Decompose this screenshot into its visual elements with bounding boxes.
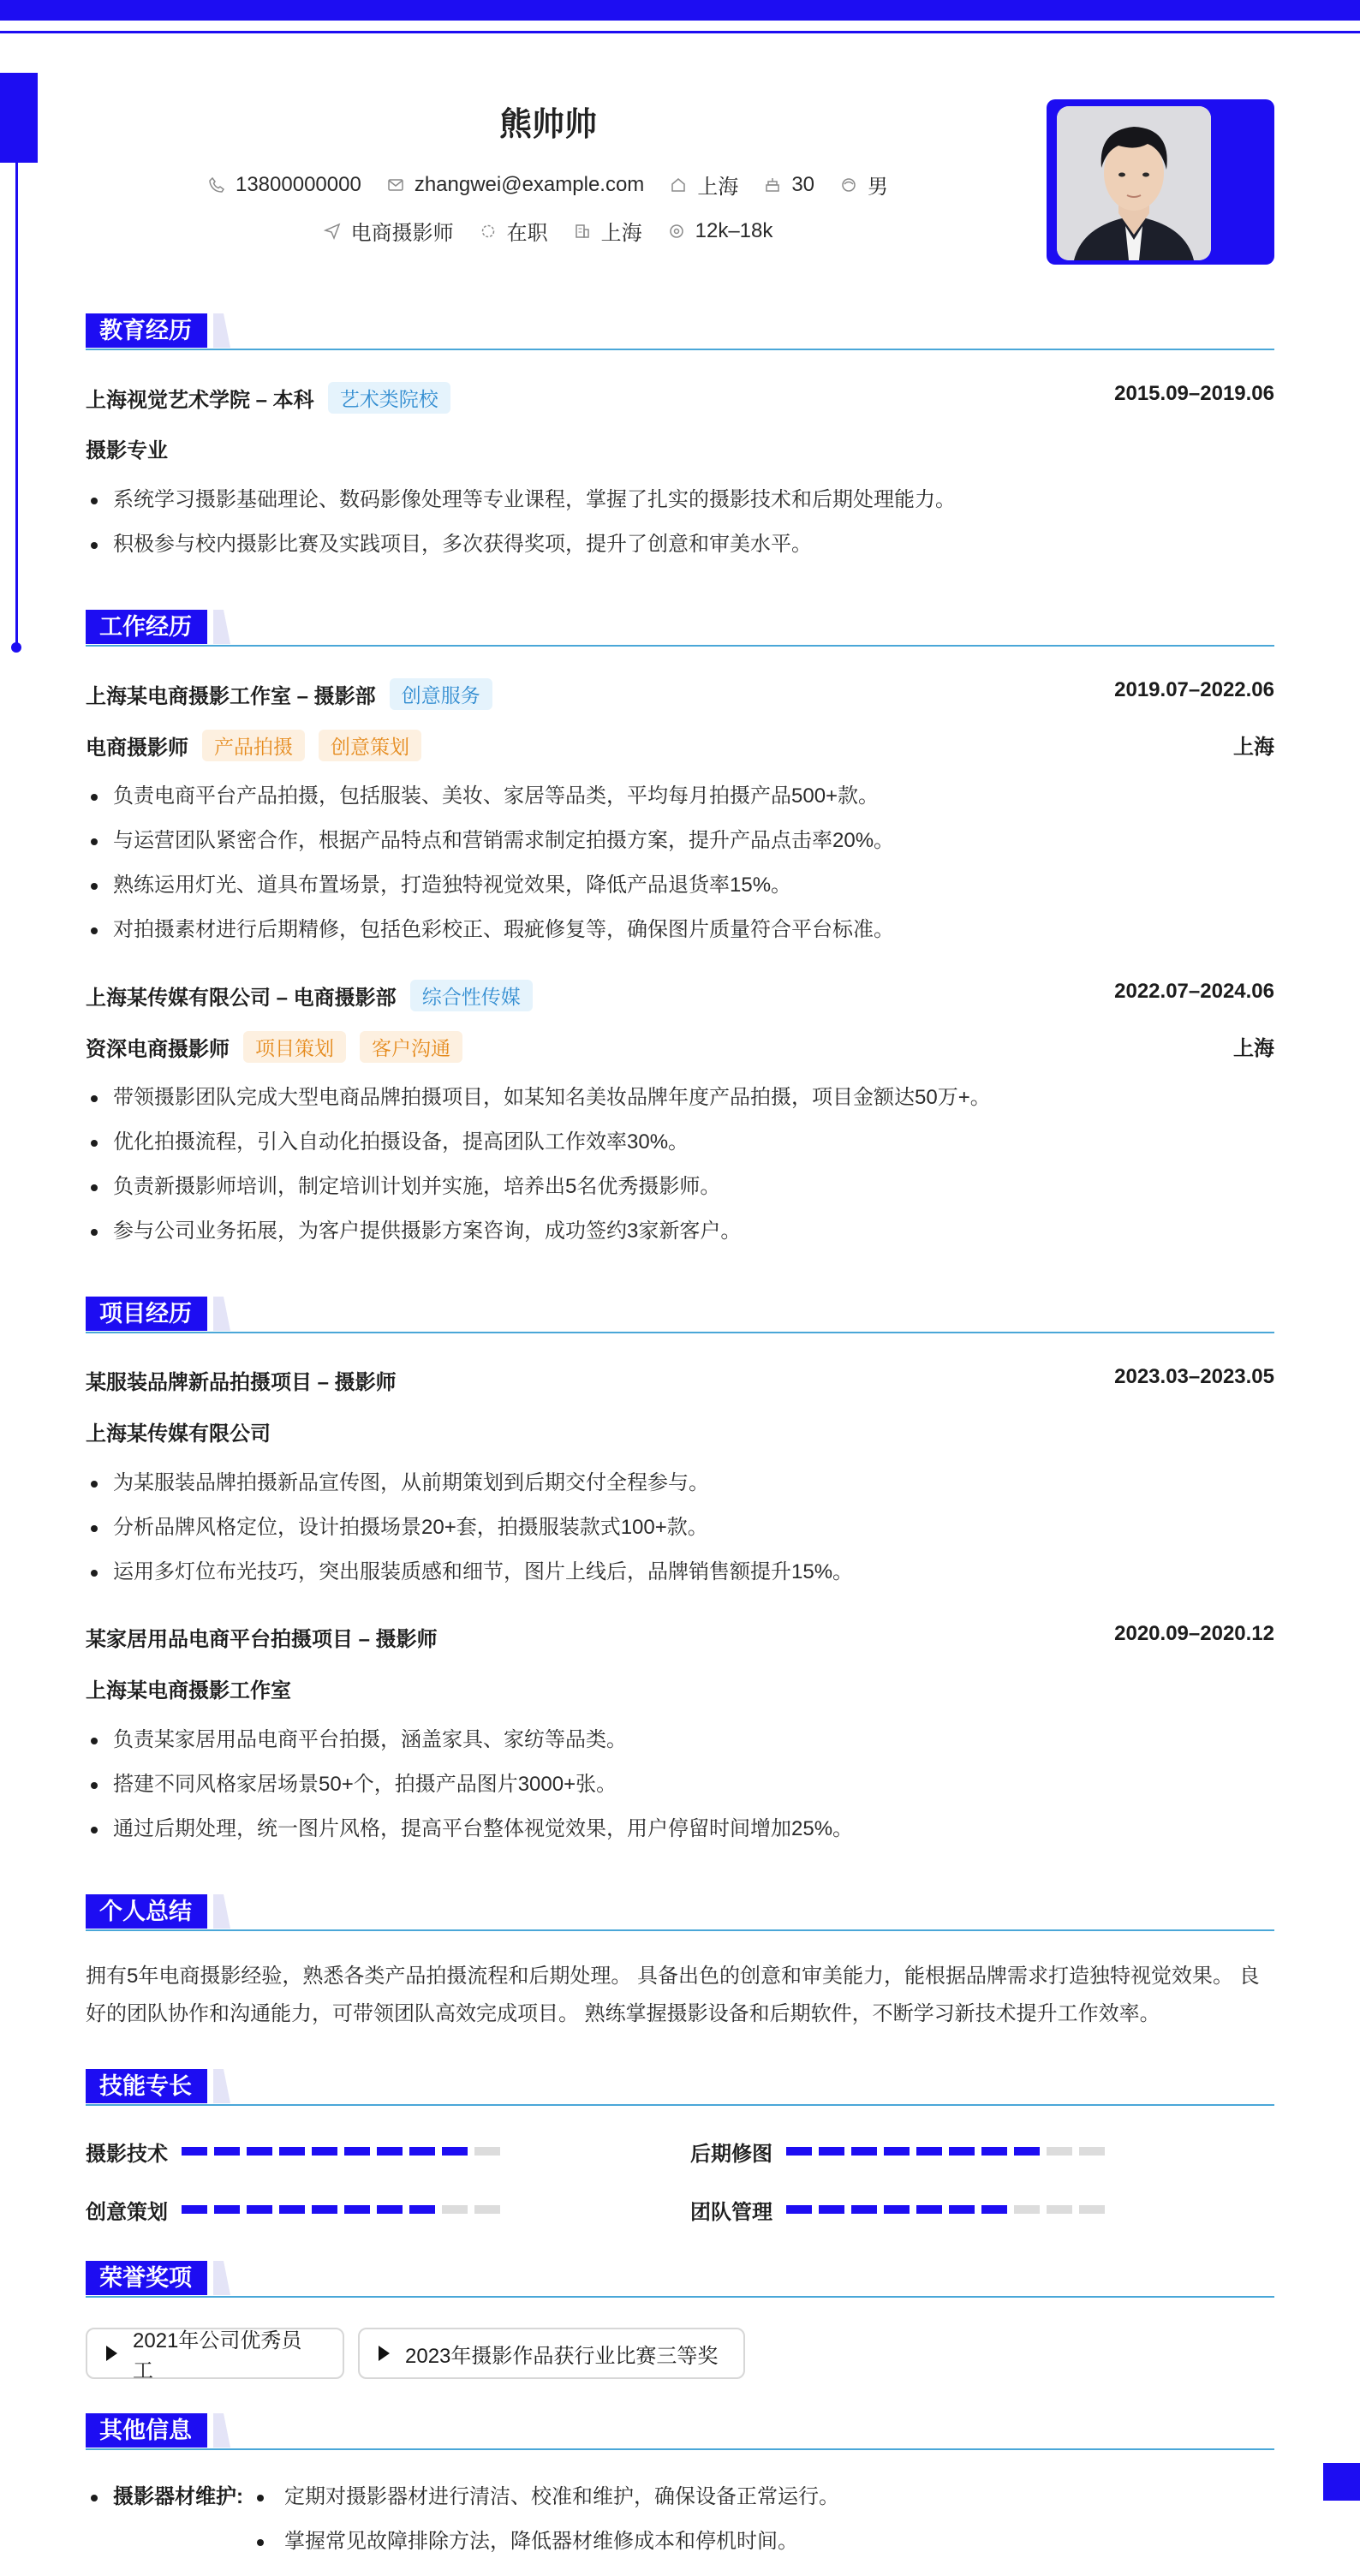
work-location: 上海	[1233, 736, 1274, 759]
skill-name: 团队管理	[690, 2200, 772, 2224]
list-item: 为某服装品牌拍摄新品宣传图，从前期策划到后期交付全程参与。	[86, 1468, 1274, 1512]
section-education	[86, 313, 1274, 351]
list-item: 参与公司业务拓展，为客户提供摄影方案咨询，成功签约3家新客户。	[86, 1216, 1274, 1261]
role-tag: 产品拍摄	[202, 730, 305, 761]
city-item	[670, 170, 738, 200]
project-name: 某服装品牌新品拍摄项目 – 摄影师	[86, 1371, 397, 1394]
skill-dash-filled	[949, 2205, 975, 2214]
list-item: 与运营团队紧密合作，根据产品特点和营销需求制定拍摄方案，提升产品点击率20%。	[86, 826, 1274, 870]
bullet-dot	[257, 2539, 264, 2546]
age-value: 30	[791, 172, 815, 196]
city-value: 上海	[697, 176, 739, 199]
project-1-header-row	[86, 1365, 1274, 1396]
phone-icon	[208, 176, 225, 194]
mail-icon	[387, 176, 404, 194]
skill-level-bar	[182, 2147, 500, 2156]
job-intent-row	[86, 216, 1011, 246]
list-item: 带领摄影团队完成大型电商品牌拍摄项目，如某知名美妆品牌年度产品拍摄，项目金额达50万+。	[86, 1082, 1274, 1127]
summary-text	[86, 1958, 1274, 2033]
education-header-row	[86, 382, 1274, 413]
section-summary	[86, 1894, 1274, 1932]
candidate-name: 熊帅帅	[498, 107, 597, 143]
work-role: 电商摄影师	[86, 736, 188, 760]
skill-name: 后期修图	[690, 2142, 772, 2166]
award-item	[86, 2328, 344, 2382]
skill-dash-filled	[884, 2205, 910, 2214]
section-skills-title: 技能专长	[86, 2069, 207, 2103]
section-education-title: 教育经历	[86, 313, 207, 348]
skill-dash-filled	[442, 2147, 468, 2156]
section-awards-title: 荣誉奖项	[86, 2261, 207, 2295]
skill-dash-filled	[312, 2205, 337, 2214]
award-item	[358, 2328, 745, 2379]
section-tab-tail	[213, 1894, 230, 1929]
skill-dash-empty	[442, 2205, 468, 2214]
profile-photo-frame	[1047, 99, 1274, 265]
resume-header	[86, 86, 1274, 291]
section-tab-tail	[213, 1297, 230, 1331]
other-info-row	[86, 2482, 1274, 2513]
work-period: 2019.07–2022.06	[1114, 678, 1274, 701]
skill-dash-filled	[409, 2205, 435, 2214]
project-2-bullets	[86, 1725, 1274, 1858]
coin-icon	[668, 223, 685, 240]
skill-dash-filled	[851, 2147, 877, 2156]
work-company: 上海某传媒有限公司 – 电商摄影部	[86, 987, 397, 1010]
skill-dash-empty	[474, 2205, 500, 2214]
school-tag: 艺术类院校	[328, 382, 450, 414]
side-accent-dot	[11, 642, 21, 653]
role-tag: 创意策划	[319, 730, 421, 761]
project-org: 上海某传媒有限公司	[86, 1422, 271, 1446]
work-location: 上海	[1233, 1037, 1274, 1060]
home-icon	[670, 176, 687, 194]
skill-dash-empty	[1014, 2205, 1040, 2214]
bullet-dot	[91, 2495, 98, 2501]
section-tab-tail	[213, 313, 230, 348]
section-rule	[86, 1332, 1274, 1333]
play-icon	[379, 2346, 390, 2361]
skill-dash-filled	[786, 2205, 812, 2214]
section-rule	[86, 2296, 1274, 2298]
work-2-role-row	[86, 1031, 1274, 1062]
cake-icon	[764, 176, 781, 194]
work-2-header-row	[86, 980, 1274, 1011]
skill-dash-filled	[182, 2147, 207, 2156]
other-text: 定期对摄影器材进行清洁、校准和维护，确保设备正常运行。	[284, 2485, 839, 2508]
section-projects-title: 项目经历	[86, 1297, 207, 1331]
section-other-title: 其他信息	[86, 2413, 207, 2448]
list-item: 分析品牌风格定位，设计拍摄场景20+套，拍摄服装款式100+款。	[86, 1512, 1274, 1557]
skill-name: 摄影技术	[86, 2142, 168, 2166]
work-1-bullets	[86, 781, 1274, 959]
role-tag: 项目策划	[243, 1031, 346, 1063]
send-icon	[324, 223, 341, 240]
email-address[interactable]: zhangwei@example.com	[414, 172, 645, 196]
skill-dash-filled	[409, 2147, 435, 2156]
project-1-bullets	[86, 1468, 1274, 1601]
position-value: 电商摄影师	[350, 222, 454, 245]
skill-dash-filled	[819, 2205, 844, 2214]
side-accent-block	[0, 73, 38, 163]
section-work	[86, 610, 1274, 647]
side-accent-line	[15, 163, 18, 647]
list-item: 负责电商平台产品拍摄，包括服装、美妆、家居等品类，平均每月拍摄产品500+款。	[86, 781, 1274, 826]
status-icon	[480, 223, 497, 240]
expected-city-item	[574, 216, 642, 246]
skill-dash-filled	[214, 2205, 240, 2214]
skill-dash-empty	[474, 2147, 500, 2156]
skill-dash-filled	[884, 2147, 910, 2156]
status-value: 在职	[506, 222, 548, 245]
skill-dash-filled	[344, 2205, 370, 2214]
work-1-header-row	[86, 678, 1274, 709]
work-company: 上海某电商摄影工作室 – 摄影部	[86, 685, 376, 708]
play-icon	[106, 2346, 117, 2361]
list-item: 积极参与校内摄影比赛及实践项目，多次获得奖项，提升了创意和审美水平。	[86, 529, 1274, 574]
status-item	[480, 216, 548, 246]
skill-dash-filled	[819, 2147, 844, 2156]
other-info-row	[86, 2526, 1274, 2557]
summary-line: 好的团队协作和沟通能力，可带领团队高效完成项目。 熟练掌握摄影设备和后期软件，不断学习新技术提升工作效率。	[86, 2002, 1160, 2025]
salary-value: 12k–18k	[695, 218, 773, 242]
gender-value: 男	[868, 176, 889, 199]
skill-dash-filled	[949, 2147, 975, 2156]
education-bullets	[86, 485, 1274, 574]
list-item: 负责新摄影师培训，制定培训计划并实施，培养出5名优秀摄影师。	[86, 1172, 1274, 1216]
skill-level-bar	[786, 2147, 1105, 2156]
skill-item	[690, 2136, 1105, 2167]
skill-dash-filled	[247, 2205, 272, 2214]
skill-dash-filled	[344, 2147, 370, 2156]
gender-item	[840, 170, 888, 200]
section-rule	[86, 1929, 1274, 1931]
phone-item	[208, 173, 361, 197]
section-rule	[86, 645, 1274, 647]
project-org: 上海某电商摄影工作室	[86, 1679, 291, 1702]
project-2-header-row	[86, 1622, 1274, 1653]
list-item: 熟练运用灯光、道具布置场景，打造独特视觉效果，降低产品退货率15%。	[86, 870, 1274, 915]
skill-dash-filled	[916, 2147, 942, 2156]
list-item: 运用多灯位布光技巧，突出服装质感和细节，图片上线后，品牌销售额提升15%。	[86, 1557, 1274, 1601]
section-skills	[86, 2069, 1274, 2107]
gender-icon	[840, 176, 857, 194]
email-item	[387, 173, 645, 197]
position-item	[324, 216, 454, 246]
skill-item	[86, 2136, 500, 2167]
section-other	[86, 2413, 1274, 2451]
list-item: 通过后期处理，统一图片风格，提高平台整体视觉效果，用户停留时间增加25%。	[86, 1814, 1274, 1858]
salary-item	[668, 219, 773, 243]
skill-dash-empty	[1047, 2147, 1072, 2156]
contact-row	[86, 170, 1011, 200]
project-period: 2023.03–2023.05	[1114, 1365, 1274, 1388]
skill-dash-empty	[1047, 2205, 1072, 2214]
list-item: 优化拍摄流程，引入自动化拍摄设备，提高团队工作效率30%。	[86, 1127, 1274, 1172]
skill-dash-filled	[312, 2147, 337, 2156]
skill-dash-filled	[916, 2205, 942, 2214]
other-text: 掌握常见故障排除方法，降低器材维修成本和停机时间。	[284, 2530, 798, 2553]
company-tag: 综合性传媒	[410, 980, 533, 1011]
section-rule	[86, 2104, 1274, 2106]
section-tab-tail	[213, 610, 230, 644]
skill-dash-filled	[981, 2205, 1007, 2214]
education-major-row	[86, 433, 1274, 464]
list-item: 负责某家居用品电商平台拍摄，涵盖家具、家纺等品类。	[86, 1725, 1274, 1769]
work-period: 2022.07–2024.06	[1114, 980, 1274, 1003]
school-name: 上海视觉艺术学院 – 本科	[86, 389, 314, 412]
section-rule	[86, 2448, 1274, 2450]
skill-level-bar	[786, 2205, 1105, 2214]
section-tab-tail	[213, 2069, 230, 2103]
skill-dash-empty	[1079, 2147, 1105, 2156]
skill-dash-filled	[214, 2147, 240, 2156]
skill-dash-filled	[279, 2205, 305, 2214]
skill-dash-filled	[1014, 2147, 1040, 2156]
section-work-title: 工作经历	[86, 610, 207, 644]
top-accent-bar	[0, 0, 1360, 21]
award-text: 2021年公司优秀员工	[133, 2329, 302, 2382]
project-2-org-row	[86, 1673, 1274, 1704]
company-tag: 创意服务	[390, 678, 492, 710]
building-icon	[574, 223, 591, 240]
expected-city-value: 上海	[600, 222, 642, 245]
project-period: 2020.09–2020.12	[1114, 1622, 1274, 1645]
section-rule	[86, 349, 1274, 350]
summary-line: 拥有5年电商摄影经验，熟悉各类产品拍摄流程和后期处理。 具备出色的创意和审美能力，能根据品牌需求打造独特视觉效果。 良	[86, 1965, 1260, 1988]
role-tag: 客户沟通	[360, 1031, 462, 1063]
skill-dash-filled	[851, 2205, 877, 2214]
other-label: 摄影器材维护:	[113, 2485, 243, 2508]
skill-dash-filled	[786, 2147, 812, 2156]
education-period: 2015.09–2019.06	[1114, 382, 1274, 405]
section-projects	[86, 1297, 1274, 1334]
skill-name: 创意策划	[86, 2200, 168, 2224]
skill-item	[690, 2194, 1105, 2225]
list-item: 对拍摄素材进行后期精修，包括色彩校正、瑕疵修复等，确保图片质量符合平台标准。	[86, 915, 1274, 959]
section-summary-title: 个人总结	[86, 1894, 207, 1929]
skill-dash-filled	[182, 2205, 207, 2214]
skill-dash-empty	[1079, 2205, 1105, 2214]
project-1-org-row	[86, 1416, 1274, 1447]
skill-dash-filled	[377, 2147, 403, 2156]
list-item: 系统学习摄影基础理论、数码影像处理等专业课程，掌握了扎实的摄影技术和后期处理能力。	[86, 485, 1274, 529]
section-awards	[86, 2261, 1274, 2299]
section-tab-tail	[213, 2261, 230, 2295]
corner-accent-block	[1323, 2463, 1360, 2501]
work-1-role-row	[86, 730, 1274, 760]
top-accent-line	[0, 31, 1360, 33]
list-item: 搭建不同风格家居场景50+个，拍摄产品图片3000+张。	[86, 1769, 1274, 1814]
skill-item	[86, 2194, 500, 2225]
award-text: 2023年摄影作品获行业比赛三等奖	[405, 2344, 719, 2368]
phone-number[interactable]: 13800000000	[235, 172, 361, 196]
project-name: 某家居用品电商平台拍摄项目 – 摄影师	[86, 1628, 438, 1651]
skill-dash-filled	[279, 2147, 305, 2156]
skill-dash-filled	[377, 2205, 403, 2214]
skill-dash-filled	[981, 2147, 1007, 2156]
skill-dash-filled	[247, 2147, 272, 2156]
major-name: 摄影专业	[86, 439, 168, 462]
work-role: 资深电商摄影师	[86, 1038, 230, 1061]
bullet-dot	[257, 2495, 264, 2501]
profile-photo	[1057, 106, 1211, 260]
skill-level-bar	[182, 2205, 500, 2214]
age-item	[764, 173, 814, 197]
work-2-bullets	[86, 1082, 1274, 1261]
section-tab-tail	[213, 2413, 230, 2448]
